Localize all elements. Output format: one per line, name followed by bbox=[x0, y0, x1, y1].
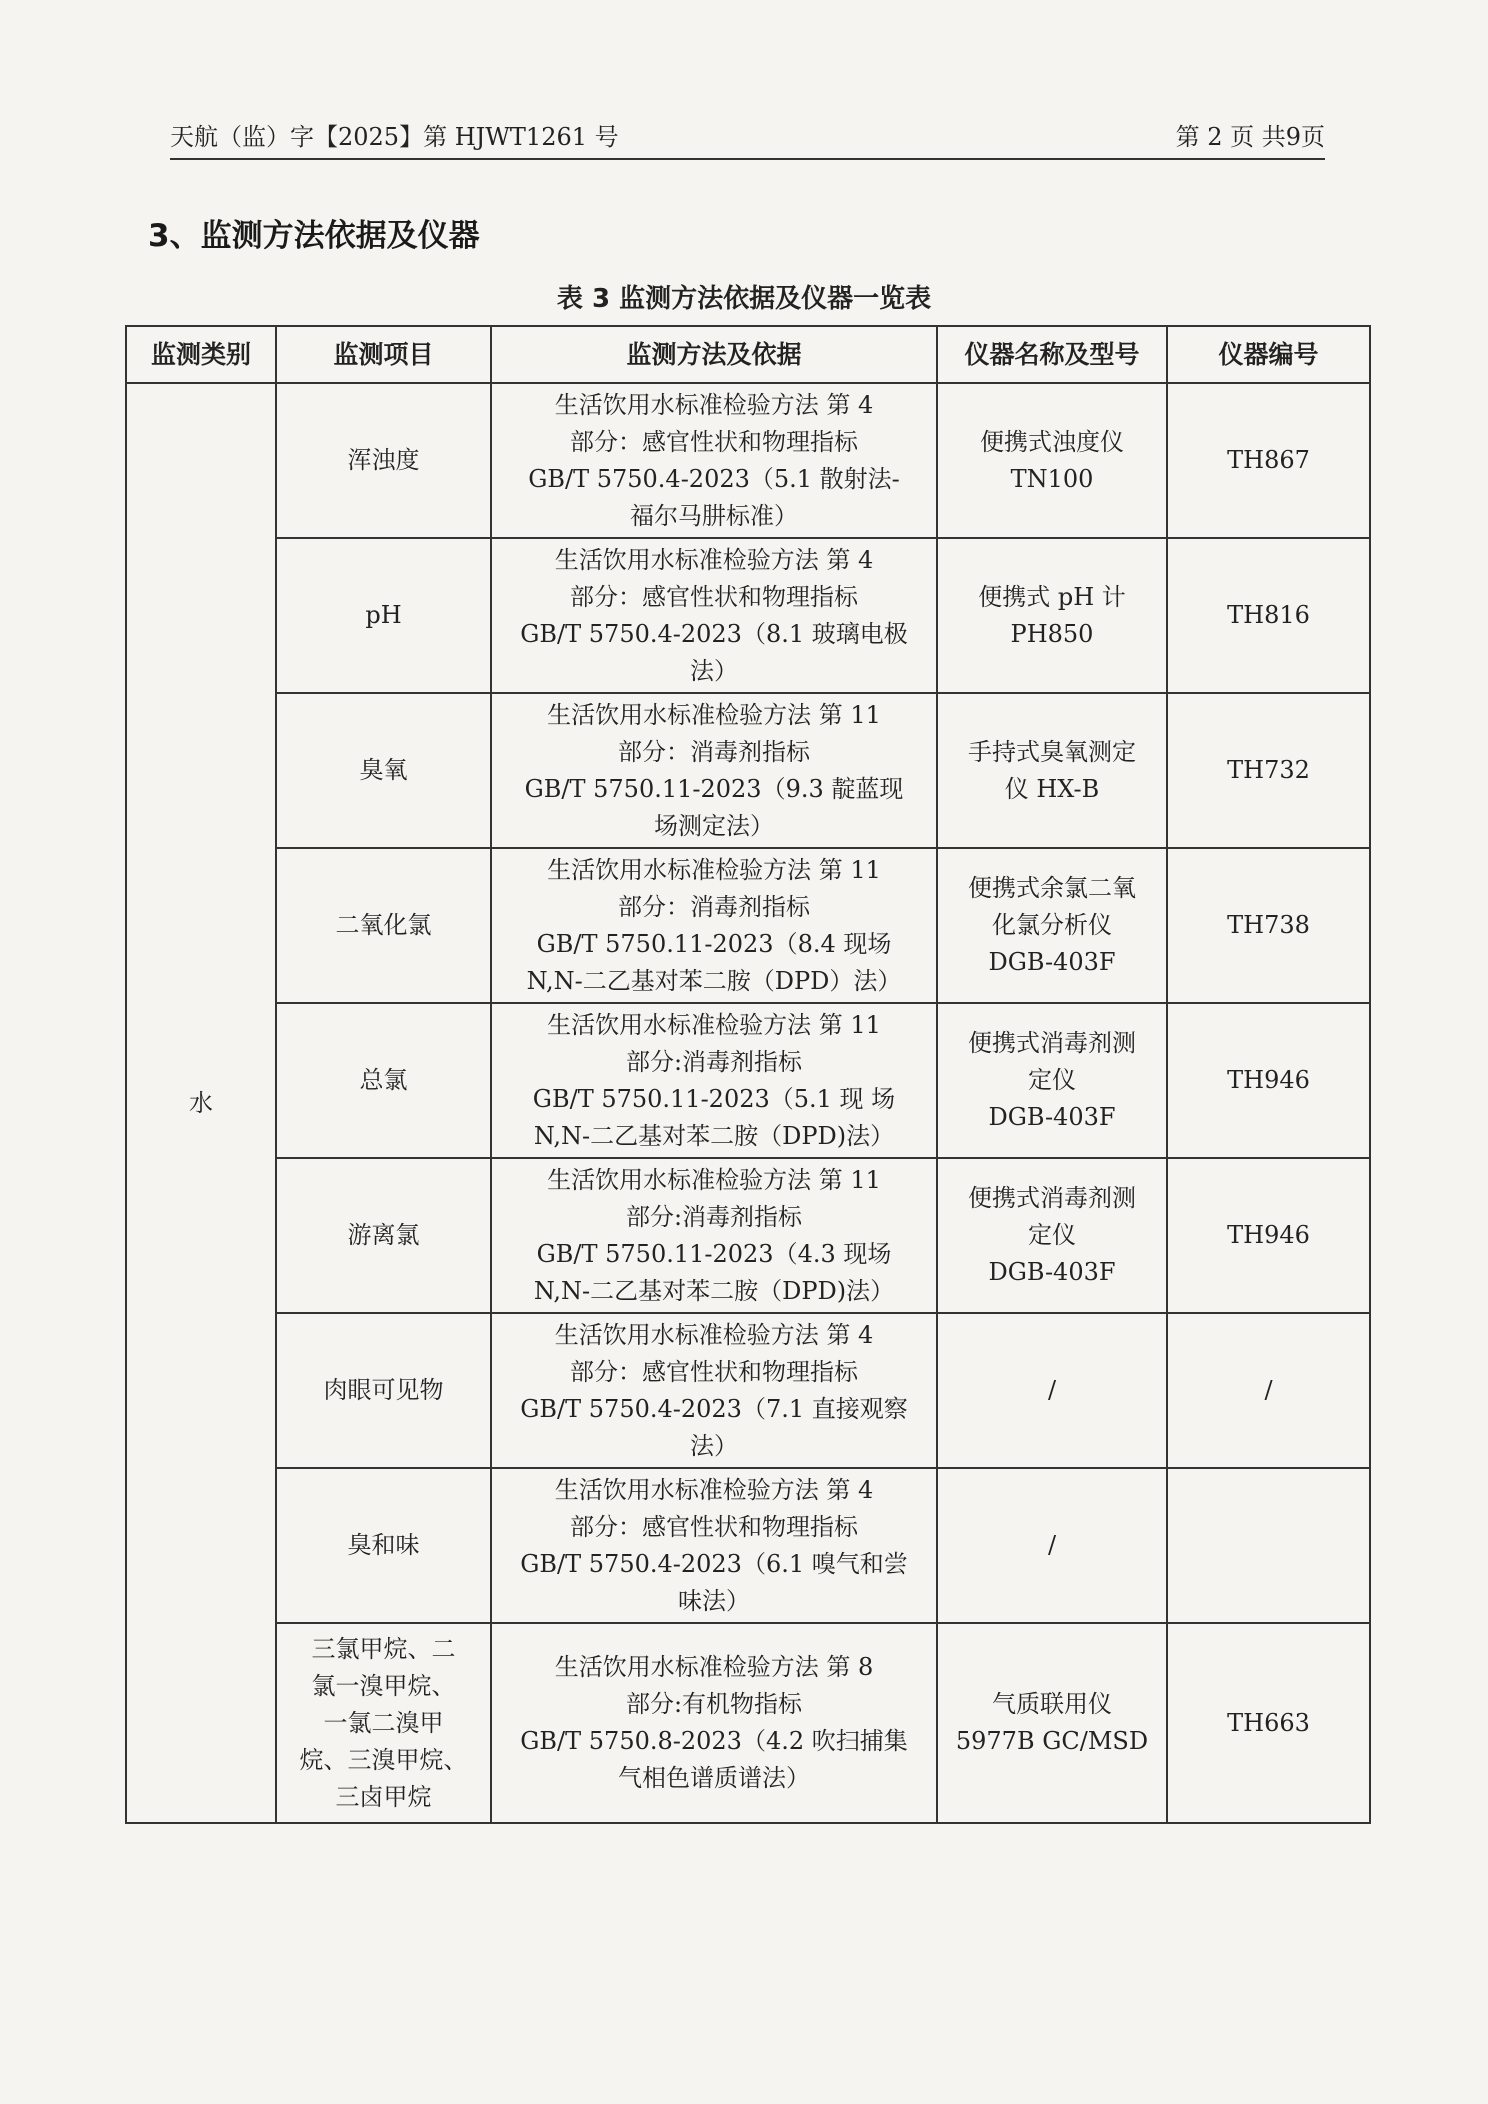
table-row bbox=[126, 538, 1370, 693]
method-cell-line: 部分：消毒剂指标 bbox=[618, 892, 810, 921]
item-cell-line: 肉眼可见物 bbox=[323, 1376, 444, 1404]
method-cell-line: GB/T 5750.11-2023（8.4 现场 bbox=[536, 929, 892, 958]
table-caption: 表 3 监测方法依据及仪器一览表 bbox=[556, 284, 932, 314]
method-cell-line: 生活饮用水标准检验方法 第 4 bbox=[554, 390, 874, 419]
table-row bbox=[126, 693, 1370, 848]
method-cell-line: 部分:消毒剂指标 bbox=[625, 1202, 803, 1231]
method-cell-line: 福尔马肼标准） bbox=[630, 501, 798, 530]
table-row bbox=[126, 383, 1370, 538]
table-row bbox=[126, 1003, 1370, 1158]
item-cell bbox=[276, 538, 491, 693]
item-cell-line: 烷、三溴甲烷、 bbox=[299, 1745, 468, 1774]
item-cell-line: 氯一溴甲烷、 bbox=[311, 1671, 456, 1700]
instrument-cell bbox=[937, 383, 1167, 538]
page-info: 第 2 页 共9页 bbox=[1175, 123, 1325, 151]
item-cell-line: 一氯二溴甲 bbox=[323, 1708, 444, 1737]
method-cell-line: 生活饮用水标准检验方法 第 4 bbox=[554, 1475, 874, 1504]
instrument-number-cell: TH946 bbox=[1167, 1158, 1370, 1313]
method-cell-line: GB/T 5750.8-2023（4.2 吹扫捕集 bbox=[520, 1727, 908, 1755]
method-cell-line: GB/T 5750.11-2023（5.1 现 场 bbox=[532, 1084, 896, 1113]
category-cell: 水 bbox=[126, 383, 276, 1823]
method-cell-line: 生活饮用水标准检验方法 第 11 bbox=[547, 855, 881, 884]
method-cell-line: 法） bbox=[690, 656, 738, 685]
method-cell bbox=[491, 538, 937, 693]
method-cell-line: GB/T 5750.4-2023（6.1 嗅气和尝 bbox=[520, 1549, 908, 1578]
method-cell-line: 部分：感官性状和物理指标 bbox=[570, 1357, 858, 1386]
instrument-number-cell: / bbox=[1167, 1313, 1370, 1468]
method-cell-line: 部分：感官性状和物理指标 bbox=[570, 1512, 858, 1541]
instrument-cell-line: DGB-403F bbox=[988, 1258, 1116, 1286]
item-cell bbox=[276, 383, 491, 538]
item-cell-line: 总氯 bbox=[359, 1066, 408, 1094]
instrument-cell-line: DGB-403F bbox=[988, 1103, 1116, 1131]
instrument-cell-line: 定仪 bbox=[1028, 1066, 1076, 1094]
method-cell bbox=[491, 1003, 937, 1158]
instrument-number-cell: TH738 bbox=[1167, 848, 1370, 1003]
method-cell-line: N,N-二乙基对苯二胺（DPD）法） bbox=[526, 966, 902, 995]
instrument-cell-line: 便携式 pH 计 bbox=[978, 582, 1126, 611]
table-row bbox=[126, 1468, 1370, 1623]
instrument-cell-line: 5977B GC/MSD bbox=[955, 1727, 1149, 1755]
instrument-cell bbox=[937, 848, 1167, 1003]
instrument-cell-line: 仪 HX-B bbox=[1004, 774, 1100, 803]
item-cell bbox=[276, 1313, 491, 1468]
item-cell bbox=[276, 693, 491, 848]
section-title: 3、监测方法依据及仪器 bbox=[148, 218, 480, 254]
method-cell-line: 生活饮用水标准检验方法 第 4 bbox=[554, 1320, 874, 1349]
instrument-cell-line: 化氯分析仪 bbox=[992, 911, 1112, 939]
method-cell-line: 生活饮用水标准检验方法 第 4 bbox=[554, 545, 874, 574]
method-cell-line: 部分:有机物指标 bbox=[625, 1690, 803, 1718]
instrument-cell-line: DGB-403F bbox=[988, 948, 1116, 976]
method-cell bbox=[491, 693, 937, 848]
method-cell-line: GB/T 5750.4-2023（5.1 散射法- bbox=[528, 464, 900, 493]
table-row bbox=[126, 1313, 1370, 1468]
method-cell-line: 部分：感官性状和物理指标 bbox=[570, 427, 858, 456]
instrument-cell-line: / bbox=[1047, 1376, 1057, 1404]
item-cell bbox=[276, 1623, 491, 1823]
table-body bbox=[126, 383, 1370, 1823]
instrument-number-cell bbox=[1167, 1468, 1370, 1623]
method-cell bbox=[491, 383, 937, 538]
item-cell bbox=[276, 1468, 491, 1623]
instrument-number-cell: TH867 bbox=[1167, 383, 1370, 538]
method-cell-line: 生活饮用水标准检验方法 第 11 bbox=[547, 700, 881, 729]
method-cell-line: 法） bbox=[690, 1431, 738, 1460]
instrument-cell bbox=[937, 693, 1167, 848]
instrument-cell-line: PH850 bbox=[1010, 619, 1094, 648]
item-cell bbox=[276, 1003, 491, 1158]
method-cell-line: N,N-二乙基对苯二胺（DPD)法） bbox=[533, 1121, 895, 1150]
instrument-cell bbox=[937, 1623, 1167, 1823]
item-cell-line: 浑浊度 bbox=[347, 446, 420, 474]
column-header: 监测方法及依据 bbox=[491, 326, 937, 383]
method-cell bbox=[491, 848, 937, 1003]
instrument-cell bbox=[937, 1468, 1167, 1623]
method-cell-line: 生活饮用水标准检验方法 第 8 bbox=[554, 1653, 874, 1681]
instrument-cell-line: 定仪 bbox=[1028, 1221, 1076, 1249]
method-cell-line: 气相色谱质谱法） bbox=[618, 1764, 810, 1792]
instrument-cell-line: 便携式消毒剂测 bbox=[968, 1184, 1136, 1212]
method-cell-line: GB/T 5750.4-2023（7.1 直接观察 bbox=[520, 1394, 908, 1423]
instrument-cell bbox=[937, 1313, 1167, 1468]
item-cell-line: 臭氧 bbox=[359, 756, 408, 784]
methods-table bbox=[125, 325, 1371, 1824]
column-header: 监测类别 bbox=[126, 326, 276, 383]
instrument-cell-line: 便携式浊度仪 bbox=[980, 427, 1124, 456]
method-cell-line: N,N-二乙基对苯二胺（DPD)法） bbox=[533, 1276, 895, 1305]
instrument-cell-line: / bbox=[1047, 1531, 1057, 1559]
table-row bbox=[126, 848, 1370, 1003]
page-header bbox=[170, 118, 1325, 160]
item-cell bbox=[276, 848, 491, 1003]
method-cell bbox=[491, 1158, 937, 1313]
table-header-row bbox=[126, 326, 1370, 383]
table-row bbox=[126, 1623, 1370, 1823]
item-cell-line: 三氯甲烷、二 bbox=[311, 1634, 456, 1663]
item-cell-line: 三卤甲烷 bbox=[335, 1782, 432, 1811]
instrument-cell-line: 手持式臭氧测定 bbox=[968, 737, 1136, 766]
instrument-number-cell: TH732 bbox=[1167, 693, 1370, 848]
instrument-cell-line: 便携式余氯二氧 bbox=[968, 874, 1136, 902]
instrument-cell-line: 气质联用仪 bbox=[992, 1690, 1112, 1718]
item-cell-line: 游离氯 bbox=[347, 1221, 420, 1249]
method-cell-line: 生活饮用水标准检验方法 第 11 bbox=[547, 1165, 881, 1194]
instrument-cell bbox=[937, 1158, 1167, 1313]
instrument-number-cell: TH946 bbox=[1167, 1003, 1370, 1158]
method-cell-line: 场测定法） bbox=[654, 811, 774, 840]
column-header: 仪器名称及型号 bbox=[937, 326, 1167, 383]
instrument-number-cell: TH663 bbox=[1167, 1623, 1370, 1823]
instrument-cell-line: TN100 bbox=[1010, 464, 1094, 493]
method-cell-line: 味法） bbox=[678, 1586, 750, 1615]
item-cell bbox=[276, 1158, 491, 1313]
doc-number: 天航（监）字【2025】第 HJWT1261 号 bbox=[170, 123, 619, 151]
item-cell-line: 臭和味 bbox=[347, 1531, 420, 1559]
method-cell bbox=[491, 1623, 937, 1823]
method-cell-line: GB/T 5750.4-2023（8.1 玻璃电极 bbox=[520, 619, 908, 648]
item-cell-line: pH bbox=[365, 601, 402, 629]
method-cell-line: 部分：消毒剂指标 bbox=[618, 737, 810, 766]
method-cell-line: 部分：感官性状和物理指标 bbox=[570, 582, 858, 611]
column-header: 仪器编号 bbox=[1167, 326, 1370, 383]
method-cell-line: GB/T 5750.11-2023（4.3 现场 bbox=[536, 1239, 892, 1268]
instrument-cell-line: 便携式消毒剂测 bbox=[968, 1029, 1136, 1057]
instrument-cell bbox=[937, 538, 1167, 693]
method-cell bbox=[491, 1313, 937, 1468]
method-cell bbox=[491, 1468, 937, 1623]
table-row bbox=[126, 1158, 1370, 1313]
method-cell-line: GB/T 5750.11-2023（9.3 靛蓝现 bbox=[524, 774, 904, 803]
column-header: 监测项目 bbox=[276, 326, 491, 383]
instrument-number-cell: TH816 bbox=[1167, 538, 1370, 693]
instrument-cell bbox=[937, 1003, 1167, 1158]
method-cell-line: 生活饮用水标准检验方法 第 11 bbox=[547, 1010, 881, 1039]
method-cell-line: 部分:消毒剂指标 bbox=[625, 1047, 803, 1076]
item-cell-line: 二氧化氯 bbox=[335, 911, 432, 939]
